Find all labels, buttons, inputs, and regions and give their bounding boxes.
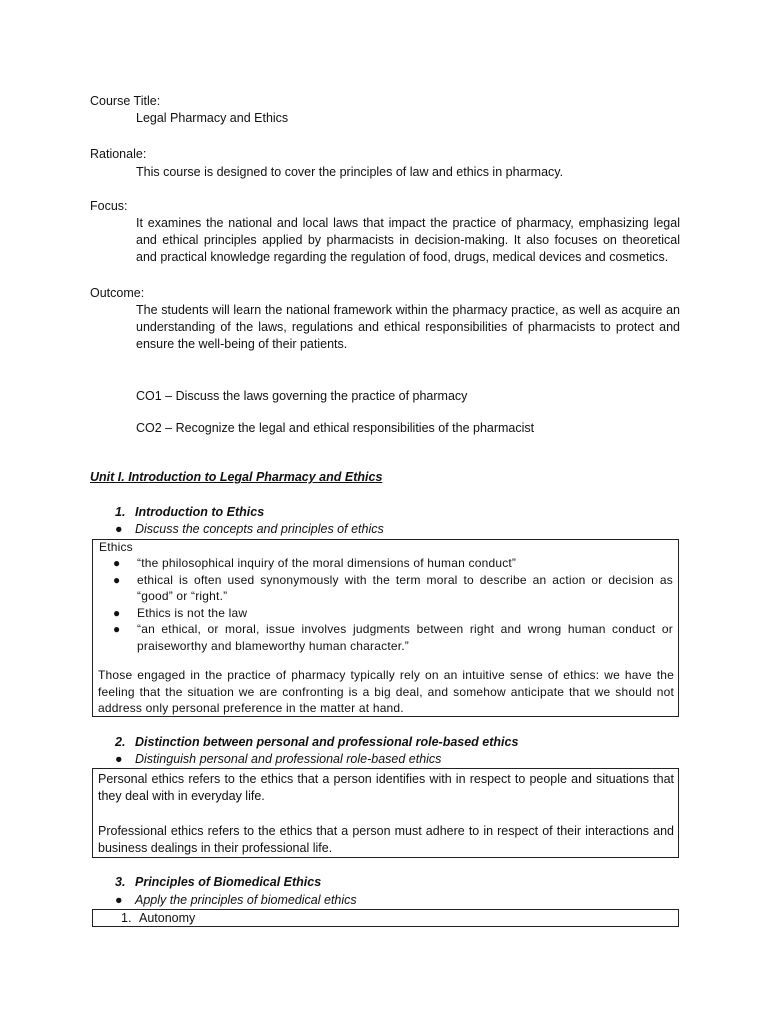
list-item [121, 910, 195, 926]
list-item [113, 605, 673, 622]
item-number: 1. [121, 911, 132, 925]
section-title: Introduction to Ethics [135, 505, 265, 519]
section-number: 3. [115, 875, 126, 889]
personal-ethics-text: Personal ethics refers to the ethics that a person identifies with in respect to people and situations that they deal with in everyday life. [98, 772, 674, 803]
objective-text: Apply the principles of biomedical ethics [135, 893, 357, 907]
bullet-icon: ● [113, 572, 121, 587]
course-outcome-2: CO2 – Recognize the legal and ethical responsibilities of the pharmacist [136, 421, 535, 435]
course-outcome-1: CO1 – Discuss the laws governing the practice of pharmacy [136, 389, 468, 403]
bullet-icon: ● [115, 522, 123, 536]
course-title-value: Legal Pharmacy and Ethics [136, 111, 289, 125]
objective-text: Discuss the concepts and principles of ethics [135, 522, 384, 536]
section-title: Distinction between personal and professional role-based ethics [135, 735, 519, 749]
ethics-box-heading: Ethics [99, 540, 133, 554]
section-2-objective [115, 752, 441, 766]
focus-label: Focus: [90, 199, 128, 213]
section-3-heading [115, 875, 321, 889]
rationale-text: This course is designed to cover the principles of law and ethics in pharmacy. [136, 165, 564, 179]
biomedical-principles-box [92, 909, 679, 927]
bullet-text: “the philosophical inquiry of the moral dimensions of human conduct” [137, 556, 517, 570]
professional-ethics-text: Professional ethics refers to the ethics that a person must adhere to in respect of their interactions and business dealings in their professional life. [98, 824, 674, 855]
ethics-bullet-list [113, 555, 673, 654]
unit-title: Unit I. Introduction to Legal Pharmacy and Ethics [90, 470, 383, 484]
section-1-objective [115, 522, 384, 536]
bullet-text: ethical is often used synonymously with the term moral to describe an action or decision as “good” or “right.” [137, 572, 673, 603]
rationale-label: Rationale: [90, 147, 147, 161]
ethics-paragraph: Those engaged in the practice of pharmacy typically rely on an intuitive sense of ethics: we have the feeling that the situation we are confronting is a big deal, and somehow anticipate that we should not address only personal preference in the matter at hand. [98, 668, 674, 715]
outcome-label: Outcome: [90, 286, 145, 300]
bullet-text: “an ethical, or moral, issue involves judgments between right and wrong human conduct or praiseworthy and blameworthy human character.” [137, 622, 673, 653]
outcome-text: The students will learn the national framework within the pharmacy practice, as well as acquire an understanding of the laws, regulations and ethical responsibilities of pharmacists to protect and ensure the well-being of their patients. [136, 303, 680, 351]
objective-text: Distinguish personal and professional role-based ethics [135, 752, 442, 766]
section-title: Principles of Biomedical Ethics [135, 875, 322, 889]
section-1-heading [115, 505, 264, 519]
ethics-box [92, 539, 679, 717]
bullet-icon: ● [113, 622, 121, 636]
list-item [113, 572, 673, 605]
bullet-icon: ● [113, 605, 121, 620]
bullet-text: Ethics is not the law [137, 605, 248, 620]
course-title-label: Course Title: [90, 94, 161, 108]
section-3-objective [115, 893, 357, 907]
bullet-icon: ● [115, 893, 123, 907]
section-number: 1. [115, 505, 126, 519]
focus-text: It examines the national and local laws that impact the practice of pharmacy, emphasizing legal and ethical principles applied by pharmacists in decision-making. It also focuses on theoretical and practical knowledge regarding the regulation of food, drugs, medical devices and cosmetics. [136, 216, 680, 264]
item-text: Autonomy [139, 911, 196, 925]
bullet-icon: ● [115, 752, 123, 766]
section-2-heading [115, 735, 518, 749]
list-item [113, 621, 673, 654]
list-item [113, 555, 673, 572]
bullet-icon: ● [113, 556, 121, 570]
section-number: 2. [115, 735, 126, 749]
ethics-distinction-box [92, 768, 679, 858]
